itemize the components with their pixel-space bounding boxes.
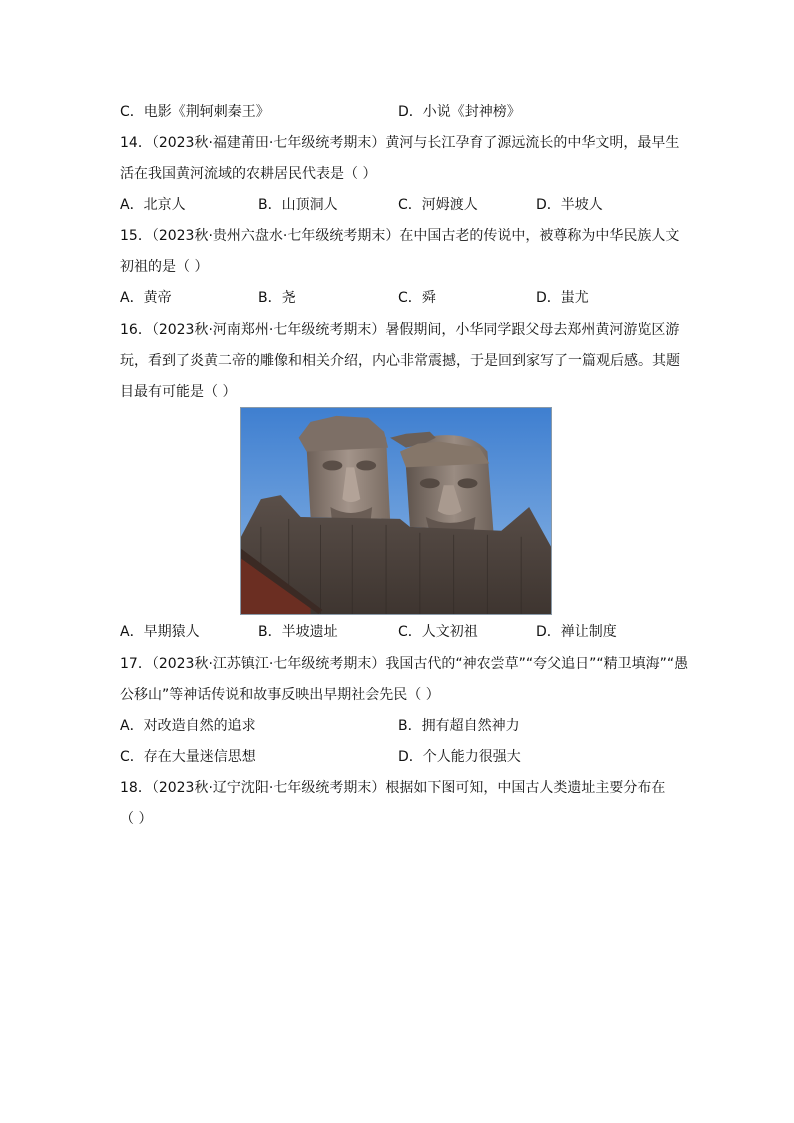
q14-option-a: A．北京人 [120, 197, 186, 213]
q15-option-c: C．舜 [398, 290, 436, 306]
q15-stem-line-1: 15．（2023秋·贵州六盘水·七年级统考期末）在中国古老的传说中，被尊称为中华民族人文 [120, 228, 680, 244]
q14-option-b: B．山顶洞人 [258, 197, 338, 213]
q16-option-d: D．禅让制度 [536, 624, 617, 640]
q17-option-b: B．拥有超自然神力 [398, 718, 520, 734]
q16-option-c: C．人文初祖 [398, 624, 478, 640]
q14-stem-line-1: 14．（2023秋·福建莆田·七年级统考期末）黄河与长江孕育了源远流长的中华文明，最早生 [120, 135, 680, 151]
q15-option-b: B．尧 [258, 290, 296, 306]
q15-option-d: D．蚩尤 [536, 290, 589, 306]
q16-option-a: A．早期猿人 [120, 624, 200, 640]
q14-stem-line-2: 活在我国黄河流域的农耕居民代表是（ ） [120, 166, 377, 182]
q15-stem-line-2: 初祖的是（ ） [120, 259, 209, 275]
q16-stem-line-3: 目最有可能是（ ） [120, 384, 237, 400]
yan-huang-statue-photo [240, 407, 552, 615]
q17-option-d: D．个人能力很强大 [398, 749, 521, 765]
q18-stem-line-1: 18．（2023秋·辽宁沈阳·七年级统考期末）根据如下图可知，中国古人类遗址主要分布在 [120, 780, 666, 796]
q13-option-d: D．小说《封神榜》 [398, 104, 521, 120]
q17-option-a: A．对改造自然的追求 [120, 718, 256, 734]
q17-stem-line-1: 17．（2023秋·江苏镇江·七年级统考期末）我国古代的“神农尝草”“夸父追日”“精卫填海”“愚 [120, 656, 689, 672]
q14-option-d: D．半坡人 [536, 197, 603, 213]
statue-illustration [241, 408, 551, 614]
q16-stem-line-1: 16．（2023秋·河南郑州·七年级统考期末）暑假期间，小华同学跟父母去郑州黄河游览区游 [120, 322, 680, 338]
q17-option-c: C．存在大量迷信思想 [120, 749, 256, 765]
q15-option-a: A．黄帝 [120, 290, 172, 306]
q16-stem-line-2: 玩，看到了炎黄二帝的雕像和相关介绍，内心非常震撼，于是回到家写了一篇观后感。其题 [120, 353, 680, 369]
q18-stem-line-2: （ ） [120, 811, 153, 827]
q14-option-c: C．河姆渡人 [398, 197, 478, 213]
q13-option-c: C．电影《荆轲刺秦王》 [120, 104, 270, 120]
q16-option-b: B．半坡遗址 [258, 624, 338, 640]
q17-stem-line-2: 公移山”等神话传说和故事反映出早期社会先民（ ） [120, 687, 440, 703]
